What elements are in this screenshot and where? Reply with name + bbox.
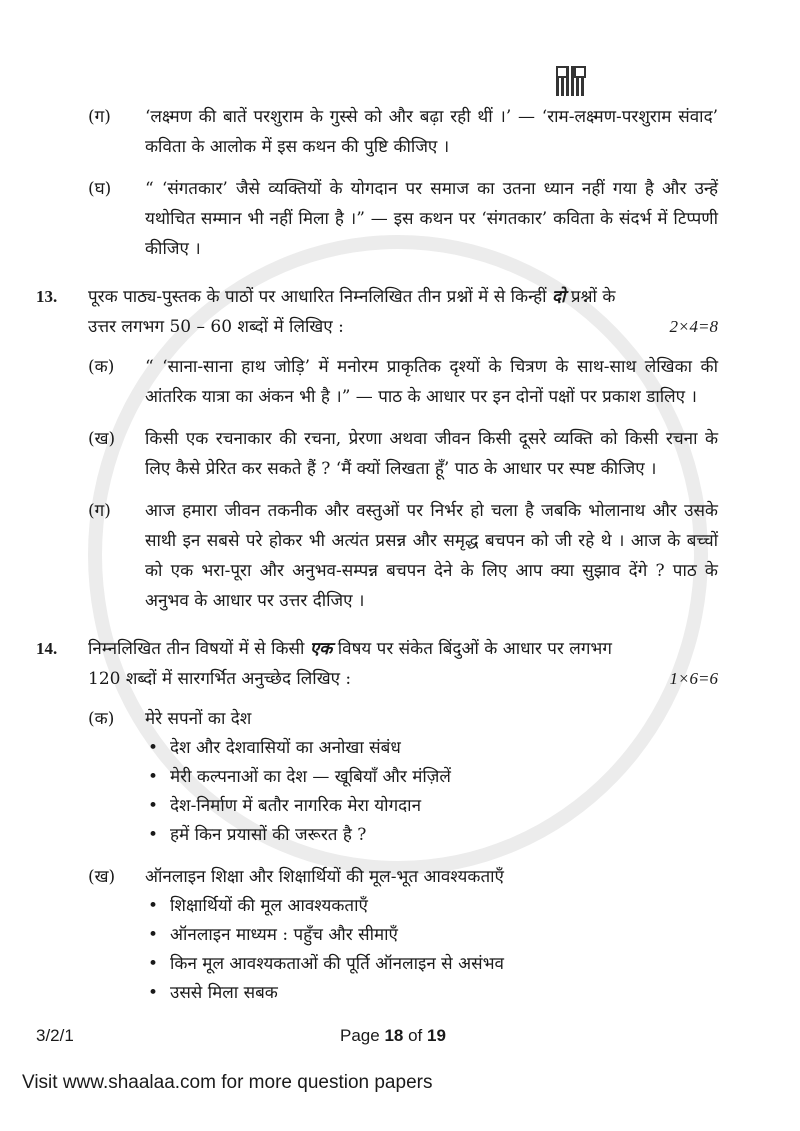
- paper-code: 3/2/1: [36, 1026, 74, 1045]
- page-content: [36, 102, 718, 1008]
- text-line: आज के बच्चों को एक भरा-पूरा और अनुभव-सम्पन्न बचपन देने के लिए आप क्या: [145, 531, 719, 581]
- question-text-part: प्रश्नों के: [570, 287, 616, 307]
- text-line: प्रकाश डालिए ।: [602, 387, 697, 407]
- option-item: [88, 424, 718, 484]
- question-text: [88, 634, 718, 694]
- option-item: [88, 352, 718, 412]
- question-text-part: पूरक पाठ्य-पुस्तक के पाठों पर आधारित निम्नलिखित तीन प्रश्नों में से किन्हीं: [88, 287, 547, 307]
- option-label: (घ): [88, 179, 112, 199]
- bullet-list: [145, 734, 718, 850]
- option-item: [88, 496, 718, 616]
- option-text: [145, 174, 718, 264]
- bullet-point: • हमें किन प्रयासों की जरूरत है ?: [170, 821, 718, 850]
- marks: 2×4=8: [669, 317, 718, 336]
- qr-code: [556, 66, 586, 96]
- option-item: [88, 704, 718, 850]
- page-prefix: Page: [340, 1026, 385, 1045]
- text-line: उसके साथी इन सबसे परे होकर भी अत्यंत प्रसन्न और समृद्ध बचपन को जी रहे थे ।: [145, 501, 718, 551]
- text-line: उन्हें यथोचित सम्मान भी नहीं मिला है ।” — इस कथन पर ‘संगतकार’ कविता के: [145, 179, 718, 229]
- option-item: [88, 174, 718, 264]
- question-14: [36, 634, 718, 694]
- option-item: [88, 102, 718, 162]
- text-line: रचना के लिए कैसे प्रेरित कर सकते हैं ? ‘मैं क्यों लिखता हूँ’ पाठ के आधार पर स्पष्ट: [145, 429, 719, 479]
- question-number: 14.: [36, 639, 58, 658]
- option-text: [145, 102, 718, 162]
- option-label: (क): [88, 357, 115, 377]
- option-label: (क): [88, 709, 115, 729]
- text-line: की आंतरिक यात्रा का अंकन भी है ।” — पाठ के आधार पर इन दोनों पक्षों पर: [145, 357, 718, 407]
- option-text: [145, 862, 718, 1008]
- option-text: [145, 424, 718, 484]
- bullet-point: • मेरी कल्पनाओं का देश — खूबियाँ और मंज़िलें: [170, 763, 718, 792]
- text-line: कीजिए ।: [600, 459, 657, 479]
- question-text: [88, 282, 718, 342]
- question-number: 13.: [36, 287, 58, 306]
- question-13: [36, 282, 718, 342]
- emphasis: दो: [552, 287, 566, 307]
- text-line: आज हमारा जीवन तकनीक और वस्तुओं पर निर्भर हो चला है जबकि भोलानाथ और: [145, 501, 677, 521]
- bullet-point: • देश और देशवासियों का अनोखा संबंध: [170, 734, 718, 763]
- text-line: सुझाव देंगे ? पाठ के अनुभव के आधार पर उत्तर दीजिए ।: [145, 561, 718, 611]
- text-line: “ ‘संगतकार’ जैसे व्यक्तियों के योगदान पर समाज का उतना ध्यान नहीं गया है और: [145, 179, 687, 199]
- topic-title: ऑनलाइन शिक्षा और शिक्षार्थियों की मूल-भूत आवश्यकताएँ: [145, 867, 504, 887]
- text-line: संवाद’ कविता के आलोक में इस कथन की पुष्टि कीजिए ।: [145, 107, 719, 157]
- option-label: (ग): [88, 107, 111, 127]
- text-line: संदर्भ में टिप्पणी कीजिए ।: [145, 209, 718, 259]
- option-text: [145, 352, 718, 412]
- bullet-point: • उससे मिला सबक: [170, 979, 718, 1008]
- current-page: 18: [384, 1026, 404, 1045]
- total-pages: 19: [426, 1026, 446, 1045]
- page-of: of: [403, 1026, 427, 1045]
- bullet-point: • किन मूल आवश्यकताओं की पूर्ति ऑनलाइन से असंभव: [170, 950, 718, 979]
- question-text-part: 120 शब्दों में सारगर्भित अनुच्छेद लिखिए :: [88, 669, 352, 689]
- page-number: [340, 1026, 446, 1046]
- page-footer: [36, 1026, 718, 1046]
- emphasis: एक: [309, 639, 333, 659]
- option-label: (ग): [88, 501, 111, 521]
- bullet-point: • शिक्षार्थियों की मूल आवश्यकताएँ: [170, 892, 718, 921]
- marks: 1×6=6: [669, 669, 718, 688]
- text-line: “ ‘साना-साना हाथ जोड़ि’ में मनोरम प्राकृतिक दृश्यों के चित्रण के साथ-साथ लेखिका: [145, 357, 693, 377]
- option-text: [145, 704, 718, 850]
- option-text: [145, 496, 718, 616]
- topic-title: मेरे सपनों का देश: [145, 709, 252, 729]
- option-item: [88, 862, 718, 1008]
- bullet-point: • ऑनलाइन माध्यम : पहुँच और सीमाएँ: [170, 921, 718, 950]
- question-text-part: विषय पर संकेत बिंदुओं के आधार पर लगभग: [337, 639, 612, 659]
- text-line: किसी एक रचनाकार की रचना, प्रेरणा अथवा जीवन किसी दूसरे व्यक्ति को किसी: [145, 429, 659, 449]
- option-label: (ख): [88, 867, 116, 887]
- question-text-part: निम्नलिखित तीन विषयों में से किसी: [88, 639, 305, 659]
- visit-link[interactable]: Visit www.shaalaa.com for more question papers: [22, 1072, 433, 1093]
- option-label: (ख): [88, 429, 116, 449]
- bullet-point: • देश-निर्माण में बतौर नागरिक मेरा योगदान: [170, 792, 718, 821]
- question-text-part: उत्तर लगभग 50 – 60 शब्दों में लिखिए :: [88, 317, 344, 337]
- bullet-list: [145, 892, 718, 1008]
- text-line: ‘लक्ष्मण की बातें परशुराम के गुस्से को और बढ़ा रही थीं ।’ — ‘राम-लक्ष्मण-परशुराम: [145, 107, 672, 127]
